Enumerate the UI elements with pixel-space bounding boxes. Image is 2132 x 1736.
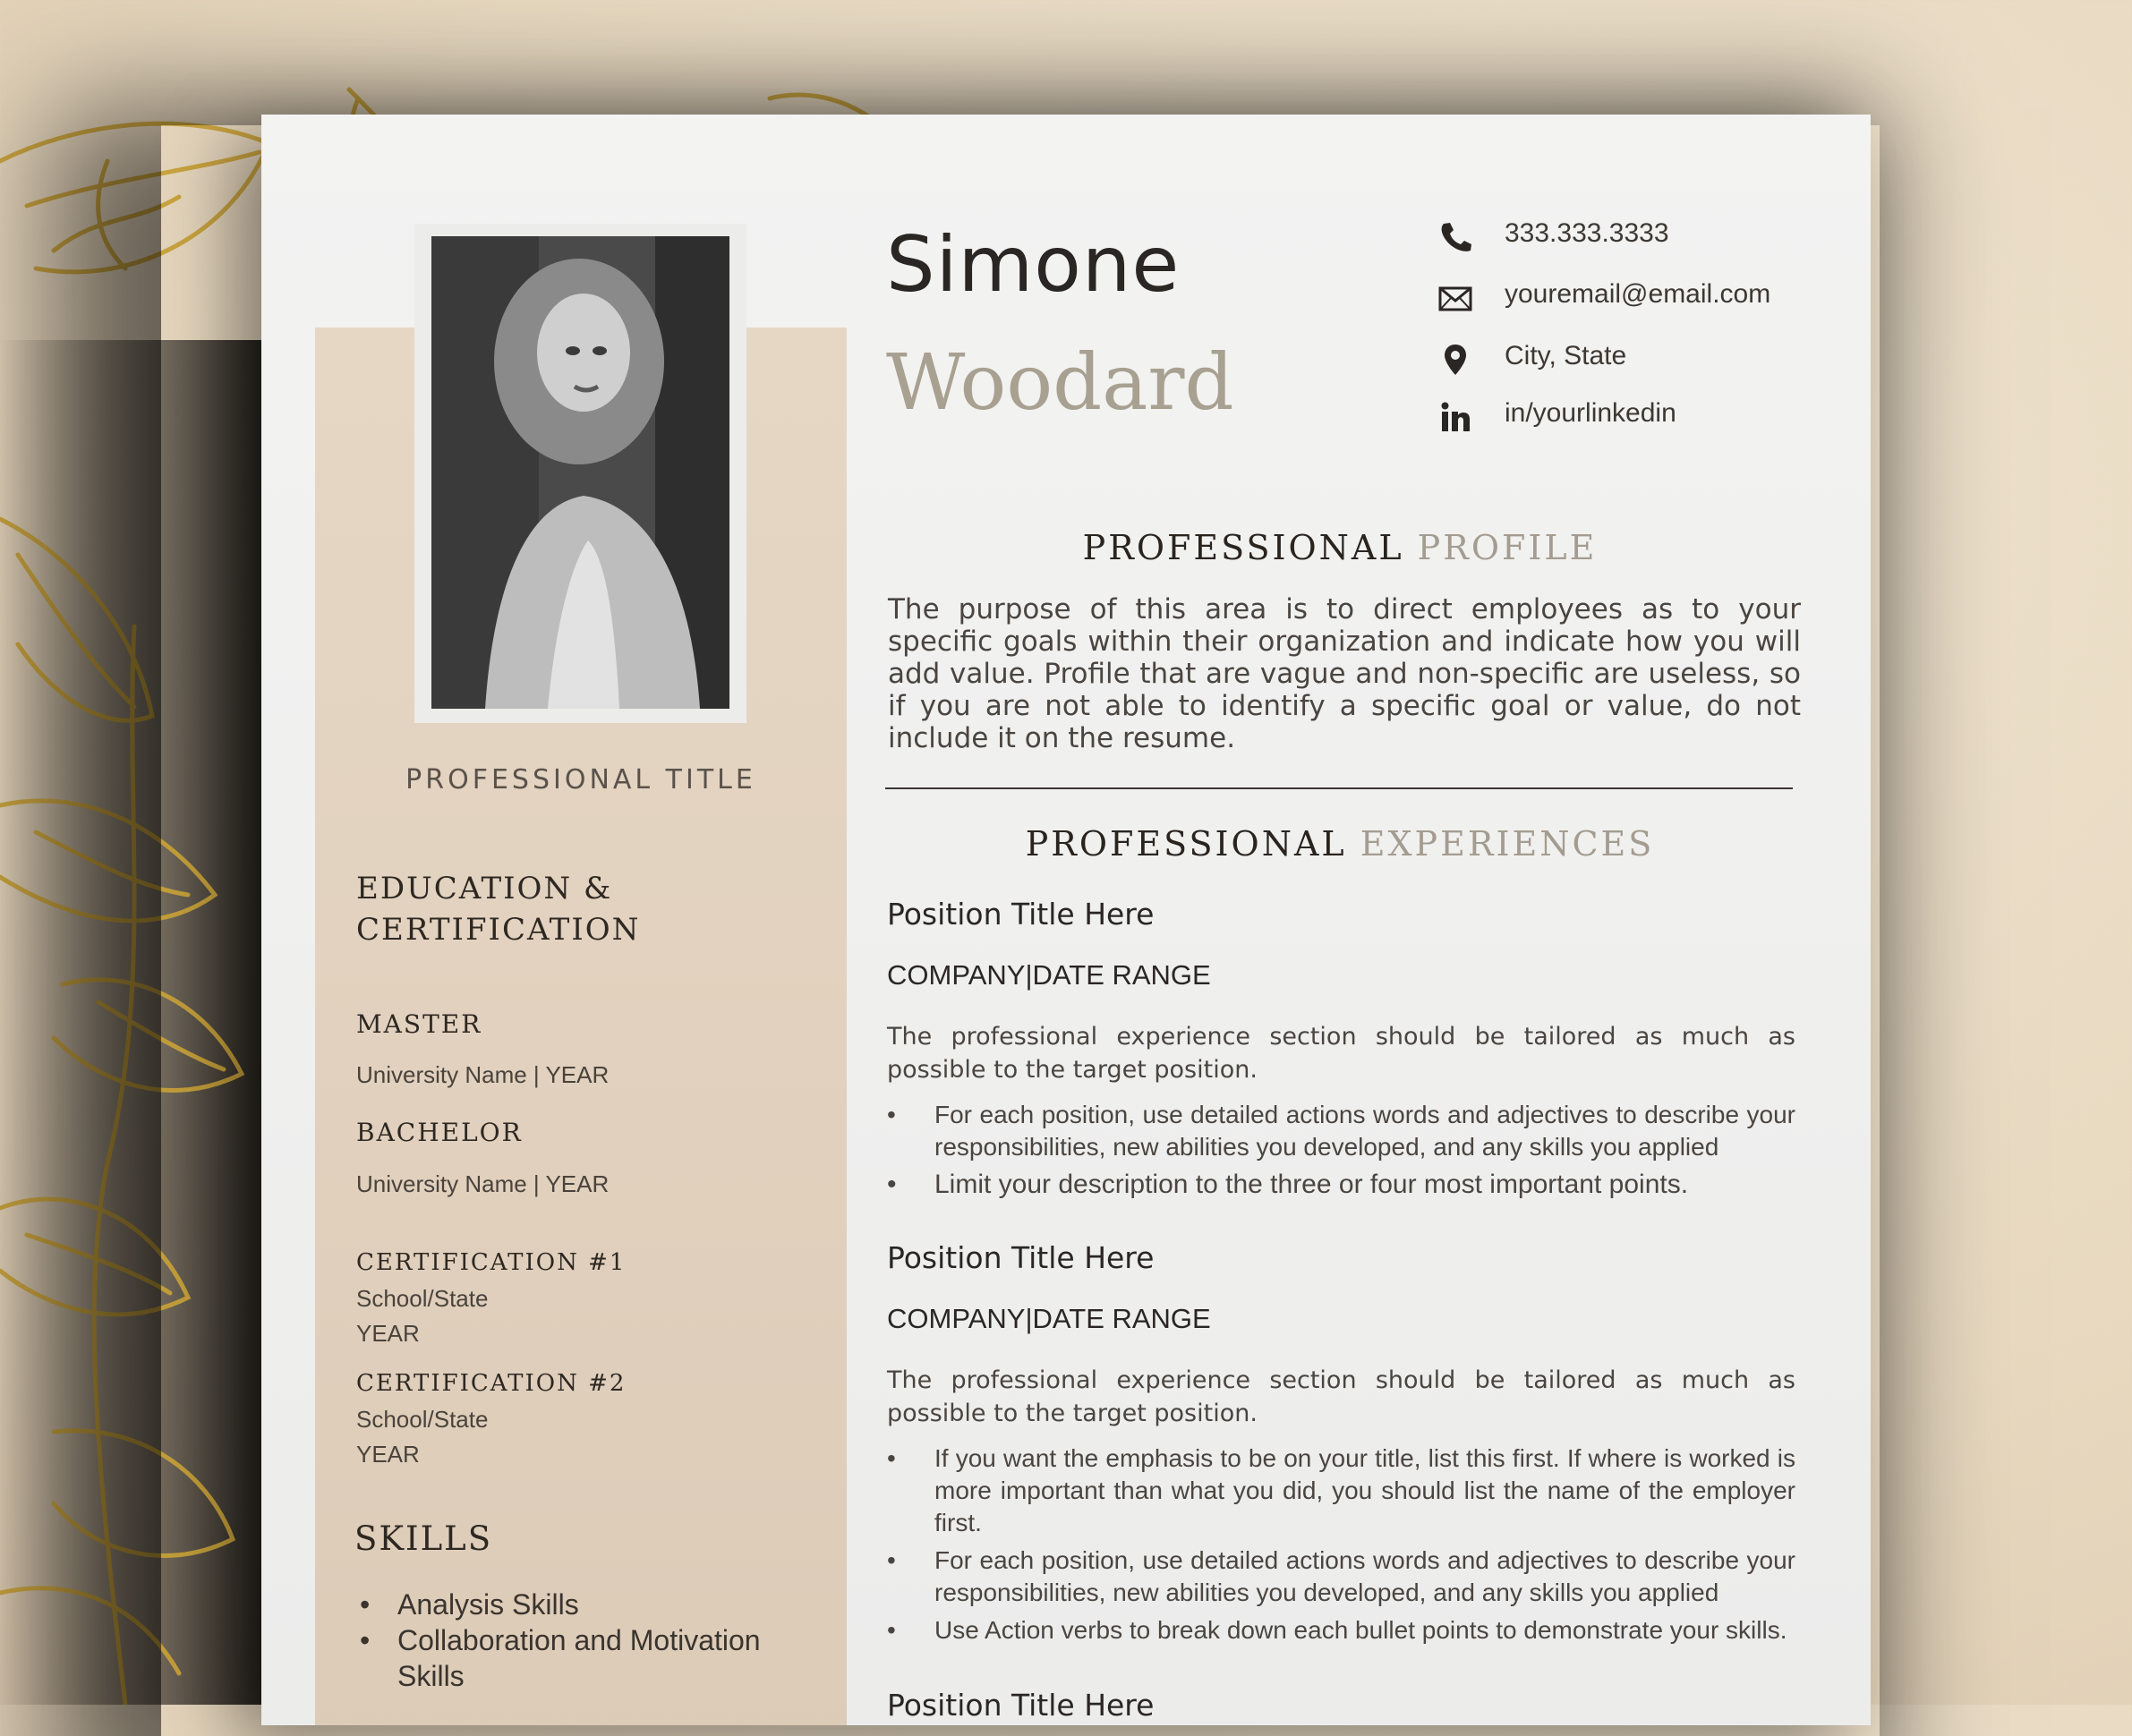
resume-page xyxy=(261,115,1871,1725)
last-name: Woodard xyxy=(886,338,1234,428)
email-text: youremail@email.com xyxy=(1505,279,1771,309)
certification-2-year: YEAR xyxy=(356,1441,420,1468)
position-title: Position Title Here xyxy=(887,1240,1155,1275)
skills-heading: SKILLS xyxy=(354,1519,493,1558)
position-bullets xyxy=(887,1099,1795,1206)
location-text: City, State xyxy=(1505,341,1627,370)
profile-title-main: PROFESSIONAL xyxy=(1082,528,1404,567)
map-pin-icon xyxy=(1437,341,1474,379)
position-bullets xyxy=(887,1442,1795,1652)
bullet-item: • For each position, use detailed actions words and adjectives to describe your responsibilities, new abilities you developed, and any skills you applied xyxy=(887,1545,1795,1609)
position-title: Position Title Here xyxy=(887,1688,1155,1723)
linkedin-text: in/yourlinkedin xyxy=(1505,398,1676,428)
bullet-item: • If you want the emphasis to be on your title, list this first. If where is worked is more important than what you did, you should list the name of the employer first. xyxy=(887,1442,1795,1539)
skill-item: • Analysis Skills xyxy=(353,1587,782,1622)
skill-item: • Collaboration and Motivation Skills xyxy=(353,1622,782,1694)
company-date: COMPANY|DATE RANGE xyxy=(887,1303,1211,1334)
professional-title: PROFESSIONAL TITLE xyxy=(405,764,756,796)
degree-bachelor: BACHELOR xyxy=(356,1118,523,1147)
position-title: Position Title Here xyxy=(887,897,1155,932)
position-description: The professional experience section should be tailored as much as possible to the target position. xyxy=(887,1366,1795,1427)
experience-section-title xyxy=(879,824,1801,864)
profile-section-title xyxy=(879,528,1801,567)
experience-title-main: PROFESSIONAL xyxy=(1025,824,1347,864)
bullet-item: • Limit your description to the three or four most important points. xyxy=(887,1169,1795,1201)
bullet-item: • Use Action verbs to break down each bullet points to demonstrate your skills. xyxy=(887,1614,1795,1647)
profile-body: The purpose of this area is to direct employees as to your specific goals within their organization and indicate how you will add value. Profile that are vague and non-specific are useless, so if you are not able to identify a specific goal or value, do not include it on the resume. xyxy=(888,593,1801,754)
section-divider xyxy=(885,787,1793,789)
first-name: Simone xyxy=(886,220,1181,310)
education-heading-line2: CERTIFICATION xyxy=(356,912,641,948)
phone-text: 333.333.3333 xyxy=(1505,218,1669,248)
phone-icon xyxy=(1437,218,1474,256)
position-description: The professional experience section should be tailored as much as possible to the target position. xyxy=(887,1023,1795,1084)
company-date: COMPANY|DATE RANGE xyxy=(887,959,1211,991)
certification-1-year: YEAR xyxy=(356,1320,420,1347)
certification-1-name: CERTIFICATION #1 xyxy=(356,1249,627,1276)
certification-1-school: School/State xyxy=(356,1285,489,1312)
portrait-image xyxy=(431,236,729,709)
profile-photo xyxy=(431,236,729,709)
contact-email xyxy=(1437,276,1812,320)
contact-location xyxy=(1437,337,1812,382)
linkedin-icon xyxy=(1437,398,1474,436)
education-heading-line1: EDUCATION & xyxy=(356,871,613,906)
degree-master-detail: University Name | YEAR xyxy=(356,1061,610,1088)
contact-phone xyxy=(1437,215,1812,260)
contact-linkedin xyxy=(1437,395,1812,439)
profile-title-accent: PROFILE xyxy=(1417,528,1598,567)
certification-2-school: School/State xyxy=(356,1406,489,1433)
certification-2-name: CERTIFICATION #2 xyxy=(356,1370,627,1397)
degree-master: MASTER xyxy=(356,1009,482,1039)
experience-title-accent: EXPERIENCES xyxy=(1360,824,1655,864)
skills-list xyxy=(353,1587,782,1694)
bullet-item: • For each position, use detailed actions words and adjectives to describe your responsibilities, new abilities you developed, and any skills you applied xyxy=(887,1099,1795,1163)
profile-photo-frame xyxy=(414,224,746,723)
degree-bachelor-detail: University Name | YEAR xyxy=(356,1170,610,1197)
envelope-icon xyxy=(1437,279,1474,317)
